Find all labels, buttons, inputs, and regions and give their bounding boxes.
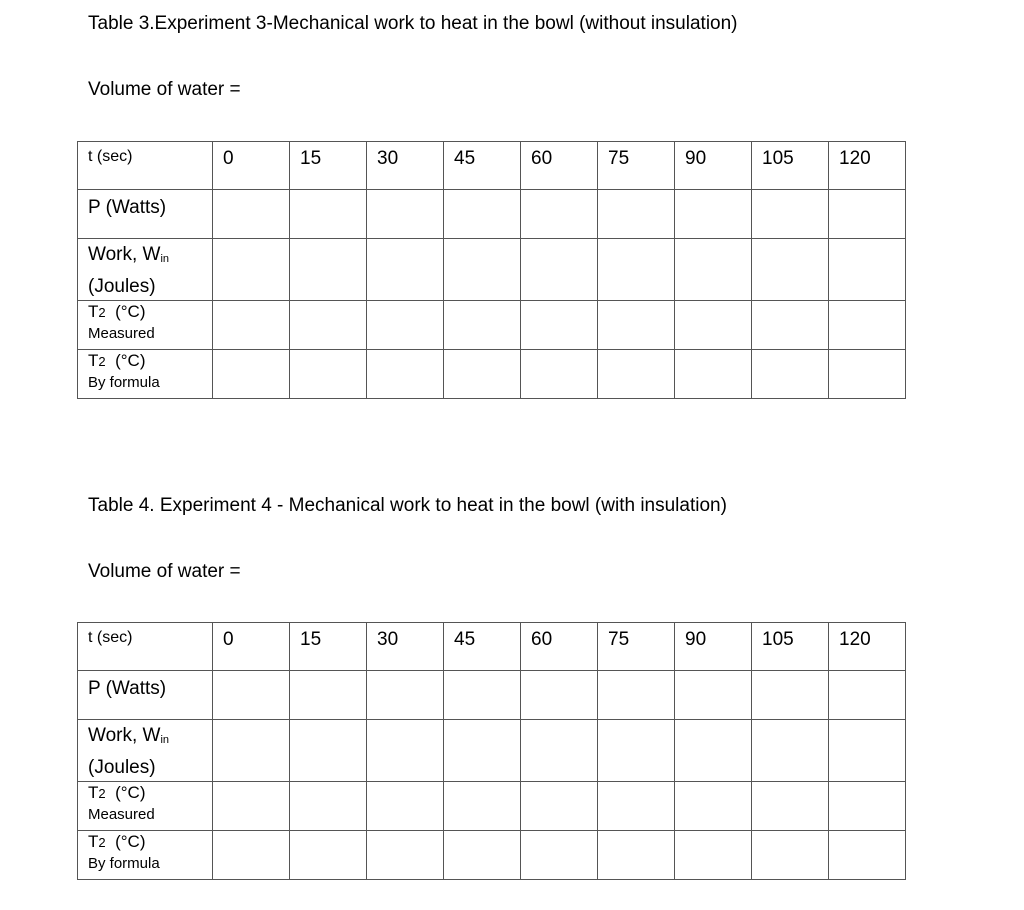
table3-time-cell	[675, 142, 752, 190]
table4-time-cell	[290, 623, 367, 671]
table3-empty-cell[interactable]	[367, 350, 444, 399]
table3-empty-cell[interactable]	[290, 190, 367, 239]
table4-t2-formula-row	[78, 831, 906, 880]
table4-power-label-cell	[78, 671, 213, 720]
table4-time-cell	[367, 623, 444, 671]
table4-t2-label: T2 (°C)	[88, 783, 146, 802]
table4-empty-cell[interactable]	[444, 831, 521, 880]
table4-title: Table 4. Experiment 4 - Mechanical work to heat in the bowl (with insulation)	[88, 495, 727, 516]
table3-time-cell	[598, 142, 675, 190]
table4-empty-cell[interactable]	[521, 831, 598, 880]
table3-empty-cell[interactable]	[213, 301, 290, 350]
table4-work-label: Work, $W_{in}$	[88, 725, 170, 746]
table3-empty-cell[interactable]	[290, 301, 367, 350]
table3-empty-cell[interactable]	[598, 350, 675, 399]
table3-volume-label: Volume of water =	[88, 79, 241, 100]
table4-empty-cell[interactable]	[675, 831, 752, 880]
table4-empty-cell[interactable]	[290, 720, 367, 782]
table4-time-value: 15	[300, 629, 322, 650]
table4-empty-cell[interactable]	[213, 671, 290, 720]
table4-t2-formula-label-cell	[78, 831, 213, 880]
table4-time-cell	[675, 623, 752, 671]
table3-empty-cell[interactable]	[675, 350, 752, 399]
table4-empty-cell[interactable]	[829, 782, 906, 831]
table3-empty-cell[interactable]	[675, 301, 752, 350]
table3-time-value: 75	[608, 148, 630, 169]
table4-empty-cell[interactable]	[752, 782, 829, 831]
table4-volume-label: Volume of water =	[88, 561, 241, 582]
table3-power-row	[78, 190, 906, 239]
table3-time-cell	[213, 142, 290, 190]
table3-power-label-cell	[78, 190, 213, 239]
table4-empty-cell[interactable]	[598, 720, 675, 782]
table4-time-cell	[829, 623, 906, 671]
table3-empty-cell[interactable]	[213, 239, 290, 301]
table3-time-value: 120	[839, 148, 871, 169]
table4-grid	[77, 622, 906, 880]
table4-empty-cell[interactable]	[290, 831, 367, 880]
table3-empty-cell[interactable]	[829, 190, 906, 239]
table4-time-value: 75	[608, 629, 630, 650]
table3-empty-cell[interactable]	[367, 239, 444, 301]
table3-empty-cell[interactable]	[444, 190, 521, 239]
table4-time-value: 60	[531, 629, 553, 650]
table3-empty-cell[interactable]	[675, 239, 752, 301]
table3-work-label-cell	[78, 239, 213, 301]
table4-time-value: 120	[839, 629, 871, 650]
table4-empty-cell[interactable]	[829, 831, 906, 880]
table3-empty-cell[interactable]	[213, 350, 290, 399]
table4-empty-cell[interactable]	[829, 671, 906, 720]
table4-time-value: 90	[685, 629, 707, 650]
table3-empty-cell[interactable]	[444, 239, 521, 301]
table3-time-label-cell	[78, 142, 213, 190]
table3-time-cell	[752, 142, 829, 190]
table4-formula-label: By formula	[88, 855, 160, 872]
table3-empty-cell[interactable]	[521, 190, 598, 239]
table4-measured-label: Measured	[88, 806, 155, 823]
table3-title: Table 3.Experiment 3-Mechanical work to heat in the bowl (without insulation)	[88, 13, 738, 34]
table3-empty-cell[interactable]	[675, 190, 752, 239]
table3-empty-cell[interactable]	[829, 239, 906, 301]
table4-time-label-cell	[78, 623, 213, 671]
table4-time-cell	[444, 623, 521, 671]
table3-time-value: 60	[531, 148, 553, 169]
table3-t2-measured-row	[78, 301, 906, 350]
table3-empty-cell[interactable]	[367, 301, 444, 350]
table4-work-unit: (Joules)	[88, 757, 156, 778]
table4-time-value: 45	[454, 629, 476, 650]
table4-time-cell	[598, 623, 675, 671]
table4-empty-cell[interactable]	[367, 671, 444, 720]
table4-empty-cell[interactable]	[213, 720, 290, 782]
table3-empty-cell[interactable]	[367, 190, 444, 239]
table4-empty-cell[interactable]	[213, 782, 290, 831]
table3-empty-cell[interactable]	[752, 239, 829, 301]
table4-time-value: 30	[377, 629, 399, 650]
table4-empty-cell[interactable]	[752, 831, 829, 880]
table4-empty-cell[interactable]	[752, 720, 829, 782]
table3-work-label: Work, $W_{in}$	[88, 244, 170, 265]
table4-time-row	[78, 623, 906, 671]
table4-power-label: P (Watts)	[88, 678, 167, 699]
table4-empty-cell[interactable]	[444, 782, 521, 831]
table4-empty-cell[interactable]	[290, 782, 367, 831]
table3-empty-cell[interactable]	[829, 350, 906, 399]
table3-time-cell	[290, 142, 367, 190]
table3-empty-cell[interactable]	[829, 301, 906, 350]
table3-empty-cell[interactable]	[598, 190, 675, 239]
table3-measured-label: Measured	[88, 325, 155, 342]
table4-empty-cell[interactable]	[367, 720, 444, 782]
table3-empty-cell[interactable]	[752, 301, 829, 350]
table4-t2-label: T2 (°C)	[88, 832, 146, 851]
table3-grid	[77, 141, 906, 399]
table3-time-row	[78, 142, 906, 190]
table4-empty-cell[interactable]	[675, 782, 752, 831]
table4-empty-cell[interactable]	[598, 782, 675, 831]
table3-work-unit: (Joules)	[88, 276, 156, 297]
table3-empty-cell[interactable]	[444, 301, 521, 350]
table3-time-cell	[829, 142, 906, 190]
table4-empty-cell[interactable]	[444, 671, 521, 720]
table3-time-value: 105	[762, 148, 794, 169]
table3-t2-measured-label-cell	[78, 301, 213, 350]
table3-empty-cell[interactable]	[521, 350, 598, 399]
table4-time-cell	[521, 623, 598, 671]
table4-empty-cell[interactable]	[367, 782, 444, 831]
table3-power-label: P (Watts)	[88, 197, 167, 218]
table4-empty-cell[interactable]	[675, 720, 752, 782]
table4-time-value: 105	[762, 629, 794, 650]
table3-empty-cell[interactable]	[752, 190, 829, 239]
table4-work-label-cell	[78, 720, 213, 782]
table3-t2-formula-row	[78, 350, 906, 399]
table3-time-value: 0	[223, 148, 234, 169]
table3-time-label: t (sec)	[88, 148, 133, 165]
table4-empty-cell[interactable]	[598, 671, 675, 720]
table4-empty-cell[interactable]	[598, 831, 675, 880]
table4-t2-measured-row	[78, 782, 906, 831]
table3-empty-cell[interactable]	[444, 350, 521, 399]
table4-empty-cell[interactable]	[444, 720, 521, 782]
table3-time-cell	[444, 142, 521, 190]
table3-empty-cell[interactable]	[521, 301, 598, 350]
table4-work-row	[78, 720, 906, 782]
table3-time-cell	[521, 142, 598, 190]
table4-time-cell	[213, 623, 290, 671]
table4-time-value: 0	[223, 629, 234, 650]
table3-time-value: 90	[685, 148, 707, 169]
table4-empty-cell[interactable]	[367, 831, 444, 880]
table3-formula-label: By formula	[88, 374, 160, 391]
table3-t2-label: T2 (°C)	[88, 351, 146, 370]
table3-empty-cell[interactable]	[521, 239, 598, 301]
table3-empty-cell[interactable]	[290, 350, 367, 399]
table3-empty-cell[interactable]	[598, 239, 675, 301]
table4-empty-cell[interactable]	[521, 782, 598, 831]
table3-time-value: 15	[300, 148, 322, 169]
table4-t2-measured-label-cell	[78, 782, 213, 831]
table4-empty-cell[interactable]	[213, 831, 290, 880]
table3-empty-cell[interactable]	[598, 301, 675, 350]
table3-t2-formula-label-cell	[78, 350, 213, 399]
table3-work-row	[78, 239, 906, 301]
table4-empty-cell[interactable]	[752, 671, 829, 720]
table4-empty-cell[interactable]	[521, 671, 598, 720]
table3-empty-cell[interactable]	[752, 350, 829, 399]
table3-t2-label: T2 (°C)	[88, 302, 146, 321]
table4-time-label: t (sec)	[88, 629, 133, 646]
table3-empty-cell[interactable]	[290, 239, 367, 301]
table4-empty-cell[interactable]	[290, 671, 367, 720]
table3-time-value: 45	[454, 148, 476, 169]
table4-empty-cell[interactable]	[675, 671, 752, 720]
table3-empty-cell[interactable]	[213, 190, 290, 239]
table3-time-cell	[367, 142, 444, 190]
table4-time-cell	[752, 623, 829, 671]
table4-empty-cell[interactable]	[521, 720, 598, 782]
table3-time-value: 30	[377, 148, 399, 169]
table4-power-row	[78, 671, 906, 720]
table4-empty-cell[interactable]	[829, 720, 906, 782]
